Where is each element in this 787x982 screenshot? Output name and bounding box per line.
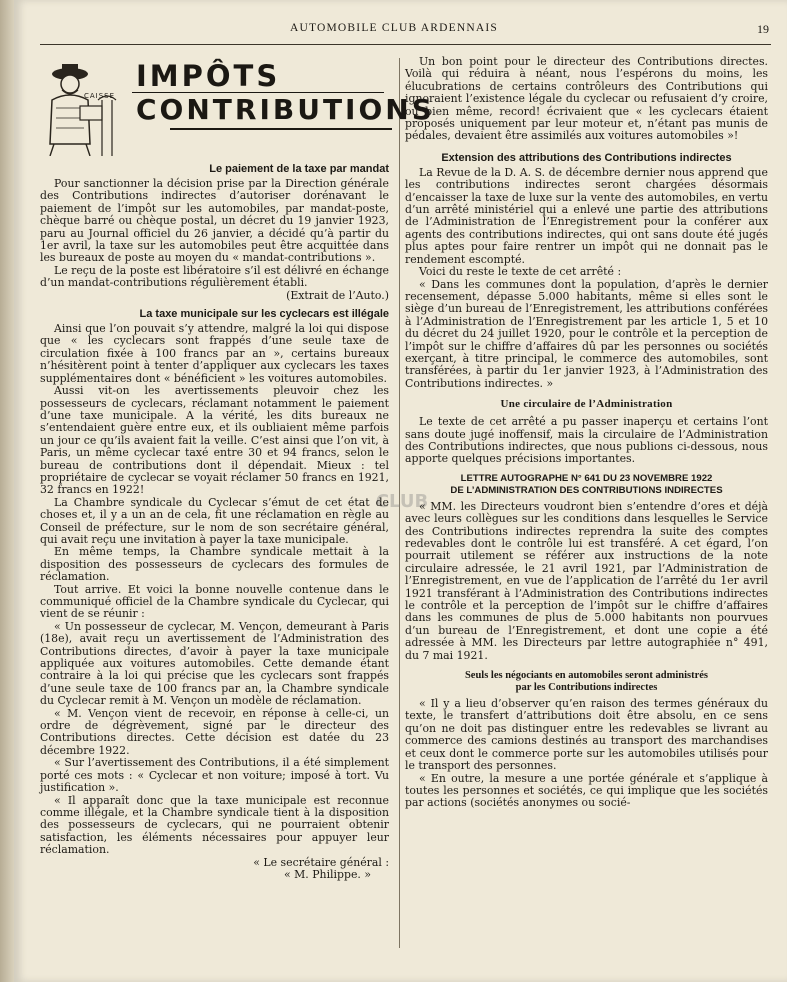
paragraph: Voici du reste le texte de cet arrêté : — [419, 265, 622, 279]
running-head — [14, 22, 787, 38]
subsection-heading — [405, 670, 768, 694]
section-title-taxe-mandat: Le paiement de la taxe par mandat — [209, 163, 389, 175]
source-note: (Extrait de l’Auto.) — [286, 288, 389, 302]
sign-label: CAISSE — [84, 92, 116, 100]
quoted-paragraph: « MM. les Directeurs voudront bien s’entendre d’ores et déjà avec leurs collègues sur les conditions dans lesquelles le Service des Contributions indirectes reprendra la suite des comptes redevables dont le contrôle lui est transféré. A cet égard, l’on pourrait utilement se référer aux instructions de la note circulaire adressée, le 21 avril 1921, par l’Administration de l’Enregistrement, en vue de l’application de l’arrêté du 1er avril 1921 transférant à l’Administration des Contributions indirectes le contrôle et la perception de l’impôt sur le chiffre d’affaires dans les communes de plus de 5.000 habitants non pourvues d’un bureau de l’Enregistrement, et dont une copie a été adressée à MM. les Directeurs par lettre autographiée n° 491, du 7 mai 1921. — [405, 499, 768, 662]
signature-title: « Le secrétaire général : — [253, 855, 389, 869]
quoted-paragraph: « Il apparaît donc que la taxe municipale est reconnue comme illégale, et la Chambre syndicale tient à la disposition des possesseurs de cyclecars, qui ne pourraient obtenir satisfaction, les éléments nécessaires pour appuyer leur réclamation. — [40, 793, 389, 857]
paragraph: Aussi vit-on les avertissements pleuvoir chez les possesseurs de cyclecars, réclamant notamment le paiement d’une taxe municipale. A la vérité, les dits bureaux ne s’entendaient guère entre eux, et ils oubliaient même parfois un jour ce qu’ils avaient fait la veille. C’est ainsi que l’on vit, à Paris, un même cyclecar taxé entre 30 et 94 francs, selon le bureau de contributions dont il dépendait. Mieux : tel propriétaire de cyclecar se voyait réclamer 50 francs en 1921, 32 francs en 1922! — [40, 384, 389, 497]
section-title-extension: Extension des attributions des Contributions indirectes — [441, 151, 732, 164]
quoted-paragraph: « Dans les communes dont la population, d’après le dernier recensement, dépasse 5.000 habitants, même si elles sont le siège d’un bureau de l’Enregistrement, les attributions conférées à l’Administration de l’Enregistrement par les article 1, 5 et 10 du décret du 24 juillet 1920, pour le contrôle et la perception de l’impôt sur le chiffre d’affaires dû par les personnes ou sociétés exerçant, à titre principal, le commerce des automobiles, sont transférées, à partir du 1er janvier 1923, à l’Administration des Contributions indirectes. » — [405, 277, 768, 390]
masthead — [40, 56, 435, 161]
subsection-heading-line-1: Seuls les négociants en automobiles seront administrés — [464, 670, 709, 682]
magazine-page — [14, 0, 787, 982]
paragraph: En même temps, la Chambre syndicale mettait à la disposition des possesseurs de cyclecars des formules de réclamation. — [40, 545, 389, 584]
paragraph: La Chambre syndicale du Cyclecar s’émut de cet état de choses et, il y a un an de cela, fit une réclamation en règle au Conseil de préfecture, sur le nom de son secrétaire général, qui avait reçu une invitation à payer la taxe municipale. — [40, 495, 389, 546]
running-title: AUTOMOBILE CLUB ARDENNAIS — [289, 22, 499, 34]
quoted-paragraph: « En outre, la mesure a une portée générale et s’applique à toutes les personnes et sociétés, ce qui implique que les sociétés par actions (sociétés anonymes ou socié- — [405, 771, 768, 810]
quoted-paragraph: « M. Vençon vient de recevoir, en réponse à celle-ci, un ordre de dégrèvement, signé par le directeur des Contributions directes. Cette décision est datée du 23 décembre 1922. — [40, 706, 389, 757]
header-rule — [40, 44, 771, 45]
letter-heading-line-1: LETTRE AUTOGRAPHE N° 641 DU 23 NOVEMBRE 1922 — [460, 472, 713, 484]
right-column — [405, 56, 768, 810]
title-rule-bottom — [170, 128, 392, 130]
paragraph: Tout arrive. Et voici la bonne nouvelle contenue dans le communiqué officiel de la Chambre syndicale du Cyclecar, qui vient de se réunir : — [40, 582, 389, 621]
letter-heading-line-2: DE L’ADMINISTRATION DES CONTRIBUTIONS INDIRECTES — [450, 484, 723, 496]
paragraph: Le texte de cet arrêté a pu passer inaperçu et certains l’ont sans doute jugé inoffensif, mais la circulaire de l’Administration des Contributions indirectes, que nous publions ci-dessous, nous apporte quelques précisions importantes. — [405, 415, 768, 466]
quoted-paragraph: « Sur l’avertissement des Contributions, il a été simplement porté ces mots : « Cyclecar et non voiture; imposé à tort. Vu justification ». — [40, 756, 389, 795]
quoted-paragraph: « Il y a lieu d’observer qu’en raison des termes généraux du texte, le transfert d’attributions doit être absolu, en ce sens qu’on ne doit pas distinguer entre les redevables se livrant au commerce des camions destinés au transport des marchandises et ceux dont le commerce porte sur les automobiles utilisés pour le transport des personnes. — [405, 697, 768, 773]
paragraph: Ainsi que l’on pouvait s’y attendre, malgré la loi qui dispose que « les cyclecars sont frappés d’une seule taxe de circulation fixée à 100 francs par an », certains bureaux n’hésitèrent point à tenter d’appliquer aux cyclecars les taxes supplémentaires dont « bénéficient » les voitures automobiles. — [40, 322, 389, 385]
paragraph: Pour sanctionner la décision prise par la Direction générale des Contributions indirectes d’autoriser dorénavant le paiement de l’impôt sur les automobiles, par mandat-poste, chèque barré ou chèque postal, un décret du 19 janvier 1923, paru au Journal officiel du 26 janvier, a décidé qu’à partir du 1er avril, la taxe sur les automobiles peut être acquittée dans les bureaux de poste au moyen du « mandat-contributions ». — [40, 177, 389, 265]
letter-heading — [405, 473, 768, 497]
paragraph: La Revue de la D. A. S. de décembre dernier nous apprend que les contributions indirectes seront chargées désormais d’encaisser la taxe de luxe sur la vente des automobiles, en vertu d’un arrêté ministériel qui a enlevé une partie des attributions de l’Administration de l’Enregistrement pour la conférer aux agents des contributions indirectes, qui ont sans doute été jugés plus aptes pour faire rentrer un impôt qui ne donnait pas le rendement escompté. — [405, 165, 768, 266]
masthead-line-1: IMPÔTS — [136, 59, 281, 93]
quoted-paragraph: « Un possesseur de cyclecar, M. Vençon, demeurant à Paris (18e), avait reçu un avertissement de l’Administration des Contributions directes, d’avoir à payer la taxe municipale appliquée aux voitures automobiles. Cette demande étant contraire à la loi qui précise que les cyclecars sont frappés d’une seule taxe de 100 francs par an, la Chambre syndicale du Cyclecar remit à M. Vençon un modèle de réclamation. — [40, 619, 389, 708]
stamp-text: CLUB — [375, 491, 429, 512]
page-number: 19 — [757, 22, 769, 36]
masthead-line-2: CONTRIBUTIONS — [136, 93, 435, 126]
binding-gutter — [0, 0, 14, 982]
signature-name: « M. Philippe. » — [284, 867, 371, 881]
masthead-title — [136, 59, 435, 126]
paragraph: Un bon point pour le directeur des Contributions directes. Voilà qui réduira à néant, nous l’espérons du moins, les élucubrations de certains contrôleurs des Contributions qui ignoraient l’existence légale du cyclecar ou refusaient d’y croire, ou bien même, record! écrivaient que « les cyclecars étaient proposés uniquement par leur moteur et, n’étant pas munis de pédales, devaient être assimilés aux voitures automobiles »! — [405, 55, 768, 143]
paragraph: Le reçu de la poste est libératoire s’il est délivré en échange d’un mandat-contributions régulièrement établi. — [40, 263, 389, 290]
section-title-circulaire: Une circulaire de l’Administration — [500, 398, 673, 411]
cashier-illustration — [40, 60, 120, 156]
section-title-taxe-municipale: La taxe municipale sur les cyclecars est illégale — [139, 308, 389, 321]
subsection-heading-line-2: par les Contributions indirectes — [515, 682, 658, 694]
